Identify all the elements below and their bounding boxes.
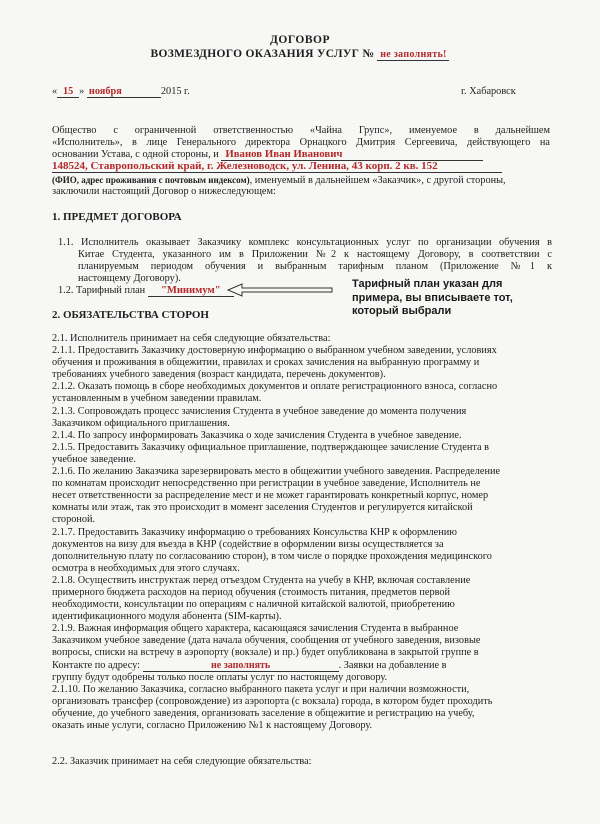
clause-line: 2.1.9. Важная информация общего характера, касающаяся зачисления Студента в выбранное — [52, 623, 459, 635]
clause-line: Заказчиком учебное заведение (дата начала обучения, сообщения от учебного заведения, визовые — [52, 635, 481, 647]
clause-line: 2.1.7. Предоставить Заказчику информацию о требованиях Консульства КНР к оформлению — [52, 526, 457, 538]
clause-1-1-line-3: планируемым периодом обучения и выбранным тарифным планом (Приложение №1 к — [78, 261, 552, 272]
clause-line: необходимости, консультации по операциям с наличной китайской валютой, приобретению — [52, 599, 455, 611]
clause-line: 2.1.1. Предоставить Заказчику достоверную информацию о выбранном учебном заведении, условиях — [52, 345, 497, 357]
clause-line: примерного бюджета расходов на период обучения (стоимость питания, предметов первой — [52, 586, 451, 598]
clause-line: оказать иные услуги, согласно Приложению №1 к настоящему Договору. — [52, 720, 373, 731]
tariff-value: "Минимум" — [148, 285, 234, 297]
clause-2-2: 2.2. Заказчик принимает на себя следующие обязательства: — [52, 756, 312, 767]
clause-1-1-line-4: настоящему Договору). — [78, 273, 181, 284]
clause-line: стороной. — [52, 514, 96, 526]
city: г. Хабаровск — [461, 86, 516, 97]
section-2-body — [52, 333, 552, 732]
clause-line: установленным в учебном заведении правилам. — [52, 393, 262, 405]
clause-line: 2.1.6. По желанию Заказчика зарезервировать место в общежитии учебного заведения. Распределение — [52, 466, 501, 478]
date-open-quote: « — [52, 86, 58, 97]
clause-line: обучение, до учебного заведения, организовать заселение в общежитие и регистрацию на учебу, — [52, 707, 475, 719]
contract-number-fill: не заполнять! — [377, 49, 449, 61]
clause-line: вопросы, списки на встречу в аэропорту (вокзале) и пр.) будет опубликована в закрытой группе в — [52, 647, 479, 659]
clause-line: обучения и проживания в общежитии, правилах и сроках зачисления на выбранную программу и — [52, 357, 480, 369]
date-day: 15 — [57, 86, 79, 98]
clause-line: по комнатам происходит непосредственно при регистрации в учебное заведение, Исполнитель не — [52, 478, 481, 490]
date-close-quote: » — [79, 86, 85, 97]
clause-1-1-line-2: Китае Студента, указанного им в Приложении №2 к настоящему Договору, в соответствии с — [78, 249, 552, 260]
clause-line: документов на визу для въезда в КНР (содействие в оформлении визы осуществляется за — [52, 538, 444, 550]
clause-line: осмотра в необходимых для этого случаях. — [52, 562, 240, 574]
clause-line: идентификационного модуля абонента (SIM-карты). — [52, 611, 282, 623]
contact-address-fill: не заполнять — [143, 660, 339, 672]
tariff-note — [352, 278, 552, 319]
clause-line: требованиях учебного заведения (возраст кандидата, перечень документов). — [52, 369, 386, 381]
contact-line-end: . Заявки на добавление в — [338, 659, 447, 671]
clause-line: 2.1.5. Предоставить Заказчику официальное приглашение, подтверждающее зачисление Студента в — [52, 441, 489, 453]
contact-label: Контакте по адресу: — [52, 659, 141, 671]
clause-line: учебное заведение. — [52, 453, 136, 465]
client-address-row — [52, 161, 552, 173]
section-1-heading: 1. ПРЕДМЕТ ДОГОВОРА — [52, 211, 182, 223]
tariff-label: 1.2. Тарифный план — [58, 285, 146, 296]
clause-line: 2.1.3. Сопровождать процесс зачисления Студента в учебное заведение до момента получения — [52, 405, 467, 417]
arrow-left-icon — [226, 283, 336, 297]
client-name-fill: Иванов Иван Иванович — [221, 149, 483, 161]
clause-line: группу будут одобрены только после оплаты услуг по настоящему договору. — [52, 671, 388, 683]
contact-line — [52, 660, 552, 672]
clause-1-1-line-1: 1.1. Исполнитель оказывает Заказчику комплекс консультационных услуг по организации обучения в — [58, 237, 552, 248]
fio-note: (ФИО, адрес проживания с почтовым индексом) — [52, 175, 250, 185]
tariff-note-line-2: примера, вы вписываете тот, — [352, 291, 513, 304]
tariff-note-line-3: который выбрали — [352, 305, 452, 317]
client-address-fill: 148524, Ставропольский край, г. Железноводск, ул. Ленина, 43 корп. 2 кв. 152 — [52, 161, 502, 173]
document-title: ДОГОВОР — [270, 34, 330, 46]
clause-line: 2.1.8. Осуществить инструктаж перед отъездом Студента на учебу в КНР, включая составление — [52, 574, 471, 586]
date-year: 2015 г. — [160, 86, 190, 97]
clause-line: 2.1.2. Оказать помощь в сборе необходимых документов и оплате регистрационного взноса, согласно — [52, 381, 498, 393]
clause-line: комнаты или этаж, так это происходит в момент заселения Студентов и регулируется китайской — [52, 502, 473, 514]
intro-line-3-text: основании Устава, с одной стороны, и — [52, 149, 219, 160]
clause-line: 2.1.4. По запросу информировать Заказчика о ходе зачисления Студента в учебное заведение. — [52, 429, 462, 441]
clause-line: дополнительную плату по согласованию сторон), в том числе о порядке прохождения медицинского — [52, 550, 492, 562]
document-subtitle — [0, 48, 600, 61]
clause-line: 2.1.10. По желанию Заказчика, согласно выбранного пакета услуг и при наличии возможности, — [52, 683, 470, 695]
clause-line: 2.1. Исполнитель принимает на себя следующие обязательства: — [52, 333, 331, 344]
clause-line: организовать трансфер (сопровождение) из аэропорта (с вокзала) города, в котором будет проходить — [52, 695, 493, 707]
clause-line: Заказчиком официального приглашения. — [52, 417, 230, 429]
clause-line: несет ответственности за распределение мест и не может гарантировать конкретный корпус, номер — [52, 490, 489, 502]
intro-line-5: заключили настоящий Договор о нижеследующем: — [52, 186, 276, 197]
section-2-heading: 2. ОБЯЗАТЕЛЬСТВА СТОРОН — [52, 309, 209, 321]
date-month: ноября — [87, 86, 161, 98]
tariff-note-line-1: Тарифный план указан для — [352, 278, 503, 290]
intro-line-1: Общество с ограниченной ответственностью «Чайна Групс», именуемое в дальнейшем — [52, 125, 550, 136]
intro-line-2: «Исполнитель», в лице Генерального директора Орнацкого Дмитрия Сергеевича, действующего на — [52, 137, 550, 148]
subtitle-text: ВОЗМЕЗДНОГО ОКАЗАНИЯ УСЛУГ № — [150, 48, 375, 60]
intro-line-4-rest: , именуемый в дальнейшем «Заказчик», с другой стороны, — [249, 175, 506, 186]
